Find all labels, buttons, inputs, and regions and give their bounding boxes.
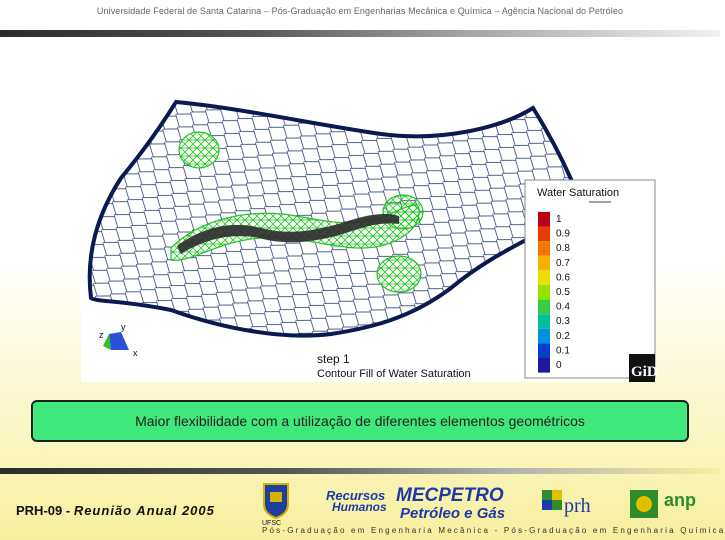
svg-text:Recursos: Recursos xyxy=(326,488,386,503)
legend-color-bar xyxy=(538,212,550,373)
legend-swatch xyxy=(538,270,550,285)
svg-text:MECPETRO: MECPETRO xyxy=(396,485,504,506)
prh-logo xyxy=(540,486,620,522)
legend-label: 0.2 xyxy=(556,330,570,342)
legend-swatch xyxy=(538,227,550,242)
svg-text:GiD: GiD xyxy=(631,364,658,380)
svg-text:prh: prh xyxy=(564,495,591,517)
legend-labels xyxy=(556,214,570,371)
svg-text:UFSC: UFSC xyxy=(262,520,282,527)
header-divider xyxy=(0,30,720,37)
caption-box xyxy=(31,400,689,442)
footer-program xyxy=(16,503,215,518)
legend-swatch xyxy=(538,329,550,344)
legend-label: 1 xyxy=(556,214,562,225)
legend-swatch xyxy=(538,212,550,227)
footer-bottom-line: Pós-Graduação em Engenharia Mecânica - Pós-Graduação em Engenharia Química xyxy=(262,526,725,535)
footer-divider xyxy=(0,468,720,474)
legend-swatch xyxy=(538,358,550,373)
ufsc-logo xyxy=(256,478,296,526)
program-code: PRH-09 - xyxy=(16,503,71,518)
legend-label: 0.7 xyxy=(556,257,570,269)
header-title: Universidade Federal de Santa Catarina – Pós-Graduação em Engenharias Mecânica e Química – Agência Nacional do Petróleo xyxy=(96,6,624,16)
svg-text:z: z xyxy=(99,330,104,340)
legend-swatch xyxy=(538,300,550,315)
anp-logo xyxy=(628,486,704,522)
legend-label: 0 xyxy=(556,360,562,371)
legend-label: 0.1 xyxy=(556,345,570,357)
svg-text:anp: anp xyxy=(664,490,697,510)
axis-triad xyxy=(99,322,138,358)
legend-swatch xyxy=(538,343,550,358)
legend-label: 0.4 xyxy=(556,301,570,313)
contour-label: Contour Fill of Water Saturation xyxy=(317,368,471,380)
gid-logo xyxy=(629,354,658,382)
mecpetro-logo xyxy=(322,482,512,524)
legend-label: 0.6 xyxy=(556,272,570,284)
svg-text:Humanos: Humanos xyxy=(332,500,387,514)
legend-swatch xyxy=(538,241,550,256)
svg-text:Petróleo e Gás: Petróleo e Gás xyxy=(400,505,506,522)
svg-text:y: y xyxy=(121,322,126,332)
legend-swatch xyxy=(538,314,550,329)
legend-label: 0.8 xyxy=(556,243,570,255)
svg-text:x: x xyxy=(133,348,138,358)
legend-swatch xyxy=(538,285,550,300)
legend-title: Water Saturation xyxy=(537,187,620,199)
legend-label: 0.5 xyxy=(556,287,570,298)
legend-label: 0.3 xyxy=(556,316,570,328)
legend-label: 0.9 xyxy=(556,228,570,240)
event-title: Reunião Anual 2005 xyxy=(73,503,215,518)
step-label: step 1 xyxy=(317,352,350,366)
simulation-figure xyxy=(81,88,658,382)
caption-text: Maior flexibilidade com a utilização de diferentes elementos geométricos xyxy=(135,413,585,429)
legend-swatch xyxy=(538,256,550,271)
